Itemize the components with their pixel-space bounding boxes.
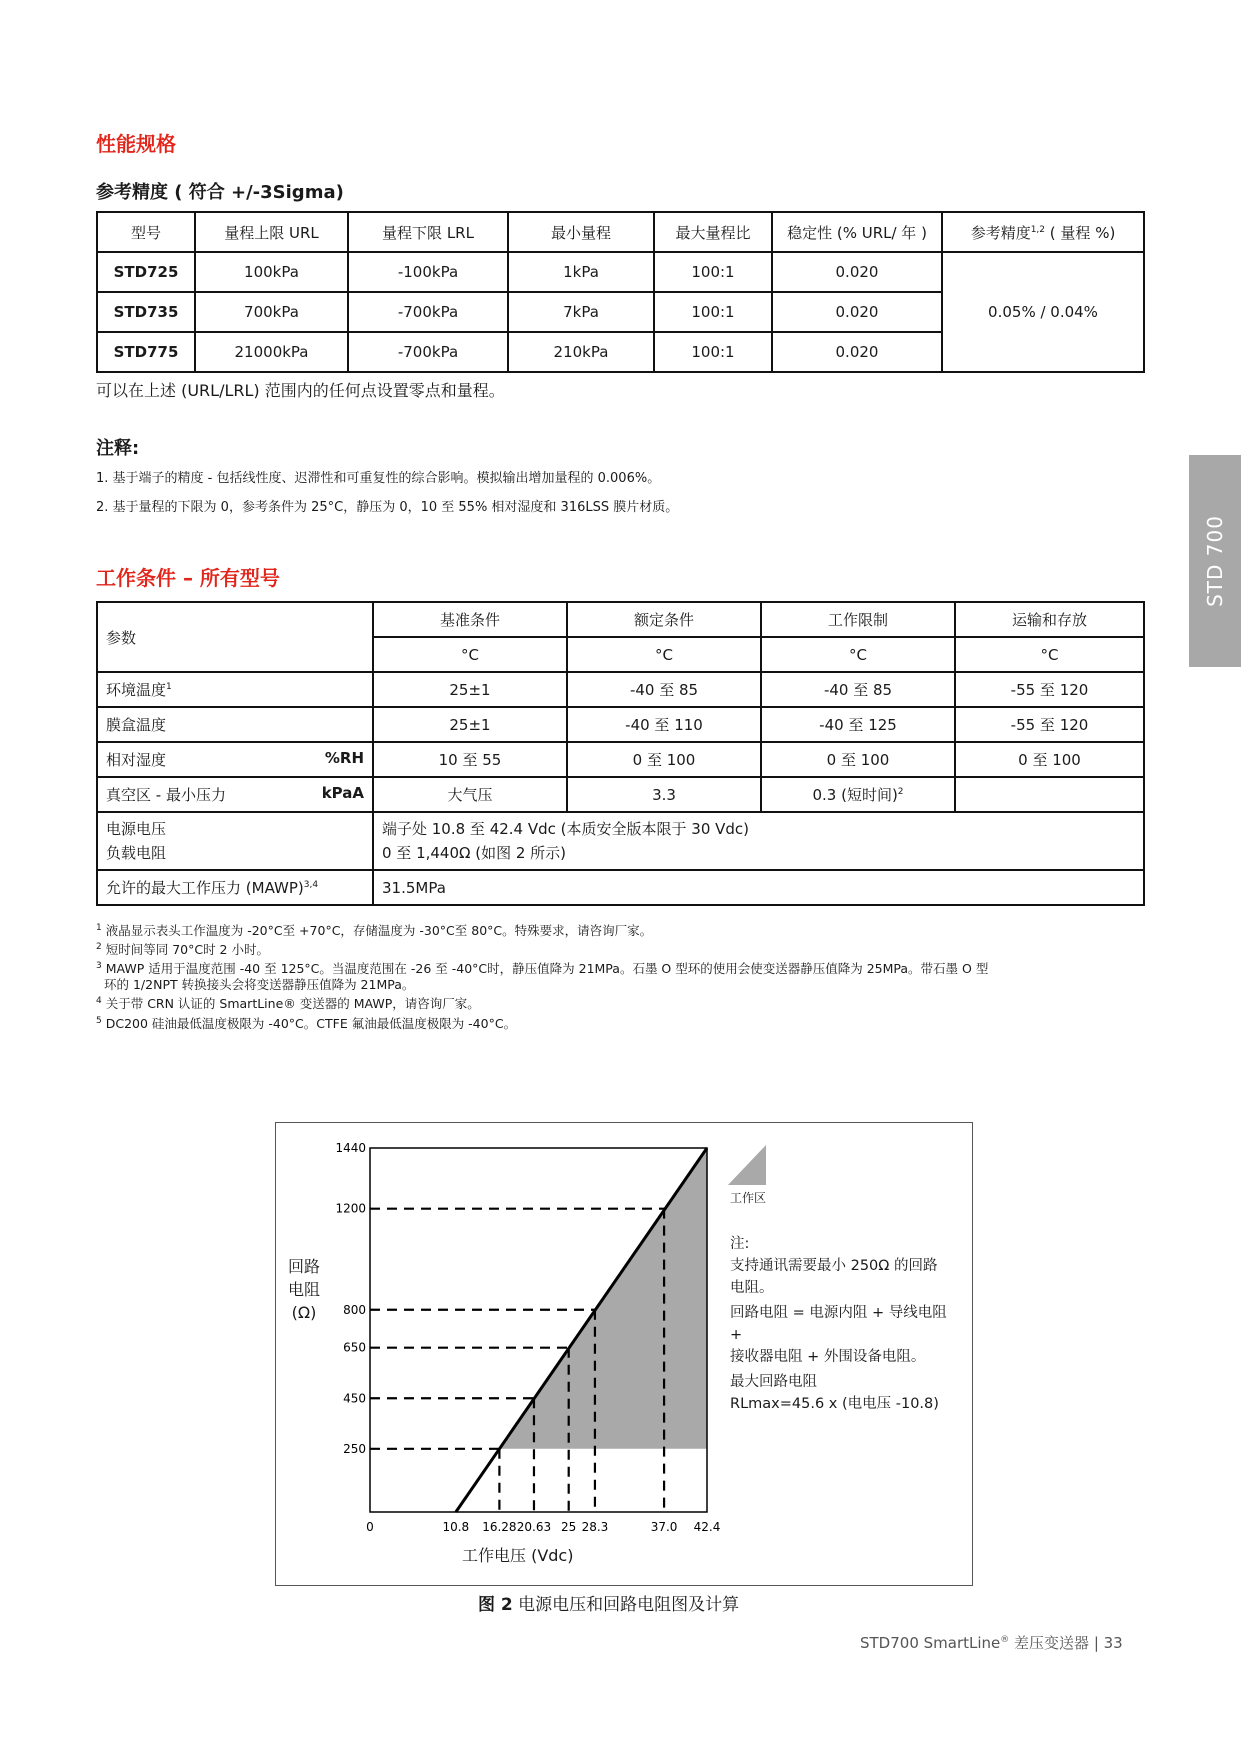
cell-min-span: 1kPa <box>508 252 654 292</box>
note-2: 2. 基于量程的下限为 0，参考条件为 25°C，静压为 0，10 至 55% 相对湿度和 316LSS 膜片材质。 <box>96 500 679 515</box>
note-line: 电阻。 <box>730 1280 774 1296</box>
cell-lrl: -700kPa <box>348 332 508 372</box>
y-tick-label: 450 <box>343 1391 366 1406</box>
col-header-transport: 运输和存放 <box>955 602 1144 637</box>
y-axis-label-line: 回路 <box>287 1257 320 1276</box>
x-tick-label: 20.63 <box>516 1520 552 1534</box>
legend-label: 工作区 <box>730 1191 767 1205</box>
load-resistance-value: 0 至 1,440Ω (如图 2 所示) <box>382 844 567 862</box>
cell-sup: 2 <box>897 787 904 797</box>
section-title-operating-conditions: 工作条件 – 所有型号 <box>96 566 280 590</box>
param-header: 参数 <box>97 602 373 672</box>
col-header-stability: 稳定性 (% URL/ 年 ) <box>772 212 942 252</box>
cell-model: STD775 <box>97 332 195 372</box>
page-footer <box>860 1632 1123 1653</box>
row-label-text: 环境温度 <box>106 681 167 699</box>
cell-turndown: 100:1 <box>654 332 772 372</box>
footnote-text: 关于带 CRN 认证的 SmartLine® 变送器的 MAWP，请咨询厂家。 <box>105 996 480 1012</box>
footnote-num: 3 <box>96 961 102 972</box>
note-line: 回路电阻 = 电源内阻 + 导线电阻 + <box>730 1305 947 1343</box>
x-tick-label: 28.3 <box>581 1520 609 1534</box>
row-label-text: 相对湿度 <box>106 751 167 769</box>
y-tick-label: 650 <box>343 1340 366 1355</box>
cell-url: 21000kPa <box>195 332 348 372</box>
footnote-text: 液晶显示表头工作温度为 -20°C至 +70°C，存储温度为 -30°C至 80°C。特殊要求，请咨询厂家。 <box>105 923 653 939</box>
table-cell: -40 至 85 <box>761 672 955 707</box>
unit-cell: °C <box>373 637 567 672</box>
cell-lrl: -700kPa <box>348 292 508 332</box>
row-label-text: 真空区 - 最小压力 <box>106 786 226 804</box>
footer-page: 差压变送器 | 33 <box>1009 1634 1123 1652</box>
table-cell: -55 至 120 <box>955 707 1144 742</box>
table-cell: -40 至 125 <box>761 707 955 742</box>
supply-voltage-value: 端子处 10.8 至 42.4 Vdc (本质安全版本限于 30 Vdc) <box>382 820 750 838</box>
col-header-rated: 额定条件 <box>567 602 761 637</box>
cell-stability: 0.020 <box>772 252 942 292</box>
y-tick-label: 1200 <box>335 1201 366 1216</box>
cell-min-span: 210kPa <box>508 332 654 372</box>
table-cell: -55 至 120 <box>955 672 1144 707</box>
col-header-lrl: 量程下限 LRL <box>348 212 508 252</box>
cell-text: 0.3 (短时间) <box>812 786 898 804</box>
table-cell: 大气压 <box>373 777 567 812</box>
x-tick-label: 0 <box>366 1520 374 1534</box>
x-tick-label: 37.0 <box>650 1520 678 1534</box>
col-header-reference: 基准条件 <box>373 602 567 637</box>
footnote-num: 4 <box>96 996 102 1007</box>
cell-url: 100kPa <box>195 252 348 292</box>
cell-model: STD725 <box>97 252 195 292</box>
y-axis-label-line: (Ω) <box>291 1303 317 1322</box>
accuracy-header-label: 参考精度 <box>970 223 1031 242</box>
y-tick-label: 800 <box>343 1302 366 1317</box>
y-axis-label <box>284 1255 324 1324</box>
side-tab-label: STD 700 <box>1203 515 1227 607</box>
col-header-turndown: 最大量程比 <box>654 212 772 252</box>
accuracy-subtitle: 参考精度 ( 符合 +/-3Sigma) <box>96 182 344 203</box>
cell-url: 700kPa <box>195 292 348 332</box>
x-tick-label: 25 <box>561 1520 577 1534</box>
table-cell: 0 至 100 <box>567 742 761 777</box>
unit-cell: °C <box>761 637 955 672</box>
row-unit: %RH <box>324 749 364 767</box>
load-resistance-label: 负载电阻 <box>106 844 167 862</box>
table-cell: 3.3 <box>567 777 761 812</box>
row-label-sup: 1 <box>166 682 172 692</box>
footnote-num: 2 <box>96 942 102 953</box>
x-axis-label: 工作电压 (Vdc) <box>462 1546 574 1565</box>
note-line: RLmax=45.6 x (电电压 -10.8) <box>730 1396 939 1412</box>
note-line: 注: <box>730 1236 750 1252</box>
mawp-sup: 3,4 <box>303 880 319 890</box>
table-cell: 0 至 100 <box>955 742 1144 777</box>
cell-stability: 0.020 <box>772 332 942 372</box>
note-line: 接收器电阻 + 外围设备电阻。 <box>730 1349 926 1365</box>
zero-span-note: 可以在上述 (URL/LRL) 范围内的任何点设置零点和量程。 <box>96 381 505 400</box>
footnote-text: 短时间等同 70°C时 2 小时。 <box>105 942 269 958</box>
cell-turndown: 100:1 <box>654 292 772 332</box>
col-header-operative-limits: 工作限制 <box>761 602 955 637</box>
plot-area <box>335 1141 766 1534</box>
footnote-text: 环的 1/2NPT 转换接头会将变送器静压值降为 21MPa。 <box>104 977 415 993</box>
section-title-performance: 性能规格 <box>96 132 176 156</box>
unit-cell: °C <box>567 637 761 672</box>
footnote-text: DC200 硅油最低温度极限为 -40°C。CTFE 氟油最低温度极限为 -40°C。 <box>105 1015 517 1031</box>
footnote-num: 5 <box>96 1015 102 1026</box>
col-header-url: 量程上限 URL <box>195 212 348 252</box>
notes-title: 注释: <box>96 438 140 459</box>
cell-accuracy: 0.05% / 0.04% <box>942 252 1144 372</box>
mawp-value: 31.5MPa <box>373 870 1144 905</box>
note-line: 支持通讯需要最小 250Ω 的回路 <box>730 1258 938 1274</box>
x-tick-label: 42.4 <box>693 1520 721 1534</box>
figure-number: 图 2 <box>478 1595 513 1615</box>
mawp-label: 允许的最大工作压力 (MAWP) <box>106 879 304 897</box>
accuracy-header-sup: 1,2 <box>1030 224 1046 235</box>
figure-notes <box>730 1233 960 1415</box>
y-axis-label-line: 电阻 <box>287 1280 320 1299</box>
cell-lrl: -100kPa <box>348 252 508 292</box>
y-tick-label: 250 <box>343 1441 366 1456</box>
supply-voltage-label: 电源电压 <box>106 820 167 838</box>
figure-caption <box>478 1590 739 1615</box>
table-cell: 25±1 <box>373 672 567 707</box>
footnote-text: MAWP 适用于温度范围 -40 至 125°C。当温度范围在 -26 至 -40°C时，静压值降为 21MPa。石墨 O 型环的使用会使变送器静压值降为 25MPa。带石墨 O 型 <box>105 961 989 977</box>
cell-stability: 0.020 <box>772 292 942 332</box>
footnote-num: 1 <box>96 923 102 933</box>
cell-turndown: 100:1 <box>654 252 772 292</box>
unit-cell: °C <box>955 637 1144 672</box>
cell-min-span: 7kPa <box>508 292 654 332</box>
y-tick-label: 1440 <box>335 1141 366 1155</box>
table-cell: -40 至 85 <box>567 672 761 707</box>
footer-product: STD700 SmartLine <box>860 1634 1001 1652</box>
col-header-min-span: 最小量程 <box>508 212 654 252</box>
footer-reg: ® <box>1000 1635 1010 1645</box>
table-cell: -40 至 110 <box>567 707 761 742</box>
note-1: 1. 基于端子的精度 - 包括线性度、迟滞性和可重复性的综合影响。模拟输出增加量程的 0.006%。 <box>96 471 661 486</box>
figure-caption-text: 电源电压和回路电阻图及计算 <box>518 1595 740 1615</box>
x-tick-label: 16.28 <box>482 1520 517 1534</box>
x-tick-label: 10.8 <box>442 1520 470 1534</box>
cell-model: STD735 <box>97 292 195 332</box>
table-cell: 0 至 100 <box>761 742 955 777</box>
row-label: 膜盒温度 <box>97 707 373 742</box>
note-line: 最大回路电阻 <box>730 1374 817 1390</box>
table-cell: 10 至 55 <box>373 742 567 777</box>
row-unit: kPaA <box>321 784 364 802</box>
accuracy-header-unit: ( 量程 %) <box>1045 223 1116 242</box>
legend-swatch-icon <box>728 1145 766 1185</box>
col-header-model: 型号 <box>97 212 195 252</box>
table-cell: 25±1 <box>373 707 567 742</box>
